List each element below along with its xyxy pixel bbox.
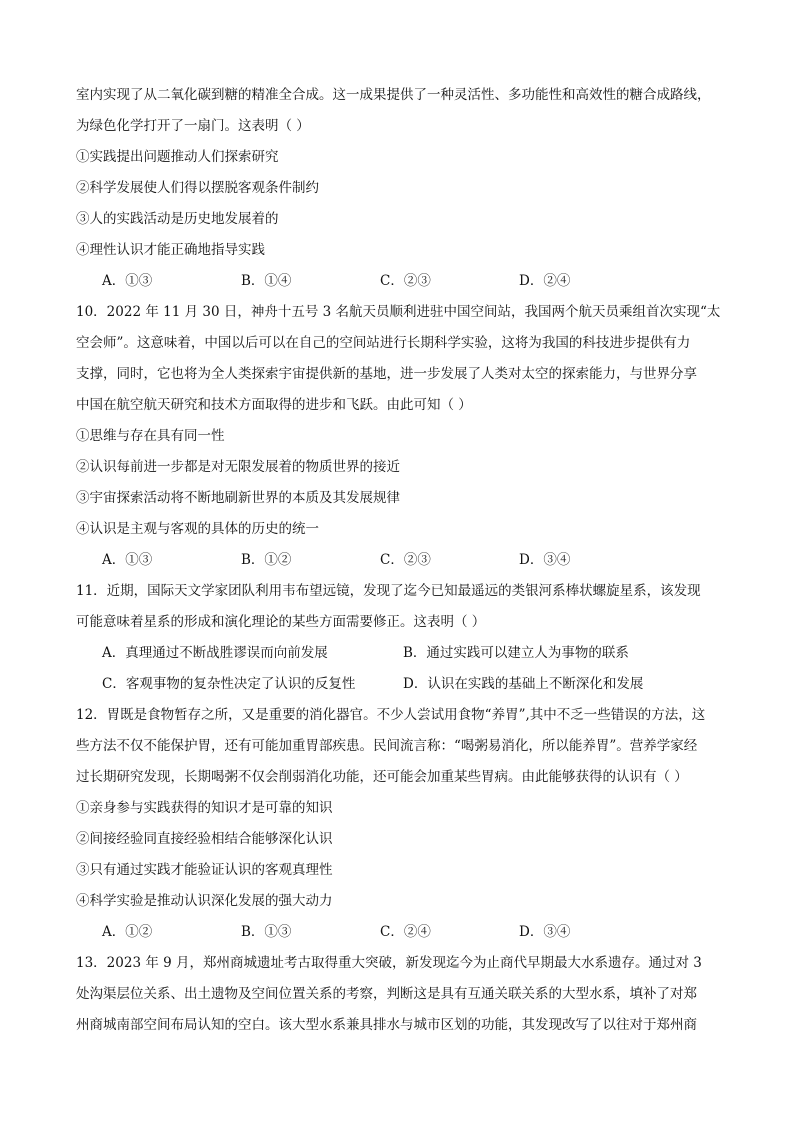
statement-2: ②科学发展使人们得以摆脱客观条件制约 [76,180,319,196]
option-b: B．通过实践可以建立人为事物的联系 [403,645,629,661]
option-d: D．③④ [519,924,571,940]
exam-page [76,80,724,1041]
statement-4: ④认识是主观与客观的具体的历史的统一 [76,521,319,537]
statement-2: ②认识每前进一步都是对无限发展着的物质世界的接近 [76,459,400,475]
question-text-line: 为绿色化学打开了一扇门。这表明（ ） [76,118,310,134]
option-d: D．②④ [519,273,571,289]
statement-4: ④理性认识才能正确地指导实践 [76,242,265,258]
question-text-line: 空会师”。这意味着，中国以后可以在自己的空间站进行长期科学实验，这将为我国的科技进步提供有力 [76,335,691,351]
question-text-line: 室内实现了从二氧化碳到糖的精准全合成。这一成果提供了一种灵活性、多功能性和高效性的糖合成路线， [76,87,711,103]
option-c: C．②③ [380,273,431,289]
statement-4: ④科学实验是推动认识深化发展的强大动力 [76,893,333,909]
option-a: A．①③ [102,273,153,289]
question-text-line: 11．近期，国际天文学家团队利用韦布望远镜，发现了迄今已知最遥远的类银河系棒状螺旋星系，该发现 [76,583,701,599]
question-10 [76,297,724,576]
answer-options [76,917,724,948]
option-a: A．真理通过不断战胜谬误而向前发展 [102,645,328,661]
question-text-line: 些方法不仅不能保护胃，还有可能加重胃部疾患。民间流言称：“喝粥易消化，所以能养胃”。营养学家经 [76,738,698,754]
question-12 [76,700,724,948]
statement-2: ②间接经验同直接经验相结合能够深化认识 [76,831,333,847]
question-text-line: 处沟渠层位关系、出土遗物及空间位置关系的考察，判断这是具有互通关联关系的大型水系，填补了对郑 [76,986,697,1002]
answer-options-row-1 [76,638,724,669]
question-text-line: 过长期研究发现，长期喝粥不仅会削弱消化功能，还可能会加重某些胃病。由此能够获得的认识有（ ） [76,769,688,785]
question-text-line: 中国在航空航天研究和技术方面取得的进步和飞跃。由此可知（ ） [76,397,472,413]
answer-options [76,266,724,297]
statement-1: ①思维与存在具有同一性 [76,428,225,444]
question-text-line: 支撑，同时，它也将为全人类探索宇宙提供新的基地，进一步发展了人类对太空的探索能力，与世界分享 [76,366,697,382]
question-text-line: 13．2023 年 9 月，郑州商城遗址考古取得重大突破，新发现迄今为止商代早期最大水系遗存。通过对 3 [76,955,702,971]
option-d: D．认识在实践的基础上不断深化和发展 [403,676,644,692]
option-c: C．②④ [380,924,431,940]
option-b: B．①④ [241,273,292,289]
option-a: A．①② [102,924,153,940]
option-c: C．客观事物的复杂性决定了认识的反复性 [102,676,356,692]
option-d: D．③④ [519,552,571,568]
option-b: B．①② [241,552,292,568]
option-c: C．②③ [380,552,431,568]
answer-options-row-2 [76,669,724,700]
question-13 [76,948,724,1041]
statement-3: ③人的实践活动是历史地发展着的 [76,211,279,227]
question-9-tail [76,80,724,297]
statement-3: ③宇宙探索活动将不断地刷新世界的本质及其发展规律 [76,490,400,506]
question-text-line: 州商城南部空间布局认知的空白。该大型水系兼具排水与城市区划的功能，其发现改写了以往对于郑州商 [76,1017,697,1033]
option-a: A．①③ [102,552,153,568]
statement-1: ①实践提出问题推动人们探索研究 [76,149,279,165]
statement-3: ③只有通过实践才能验证认识的客观真理性 [76,862,333,878]
answer-options [76,545,724,576]
question-text-line: 12．胃既是食物暂存之所，又是重要的消化器官。不少人尝试用食物“养胃”,其中不乏一些错误的方法，这 [76,707,706,723]
option-b: B．①③ [241,924,292,940]
question-11 [76,576,724,700]
question-text-line: 10．2022 年 11 月 30 日，神舟十五号 3 名航天员顺利进驻中国空间站，我国两个航天员乘组首次实现“太 [76,304,721,320]
statement-1: ①亲身参与实践获得的知识才是可靠的知识 [76,800,333,816]
question-text-line: 可能意味着星系的形成和演化理论的某些方面需要修正。这表明（ ） [76,614,486,630]
